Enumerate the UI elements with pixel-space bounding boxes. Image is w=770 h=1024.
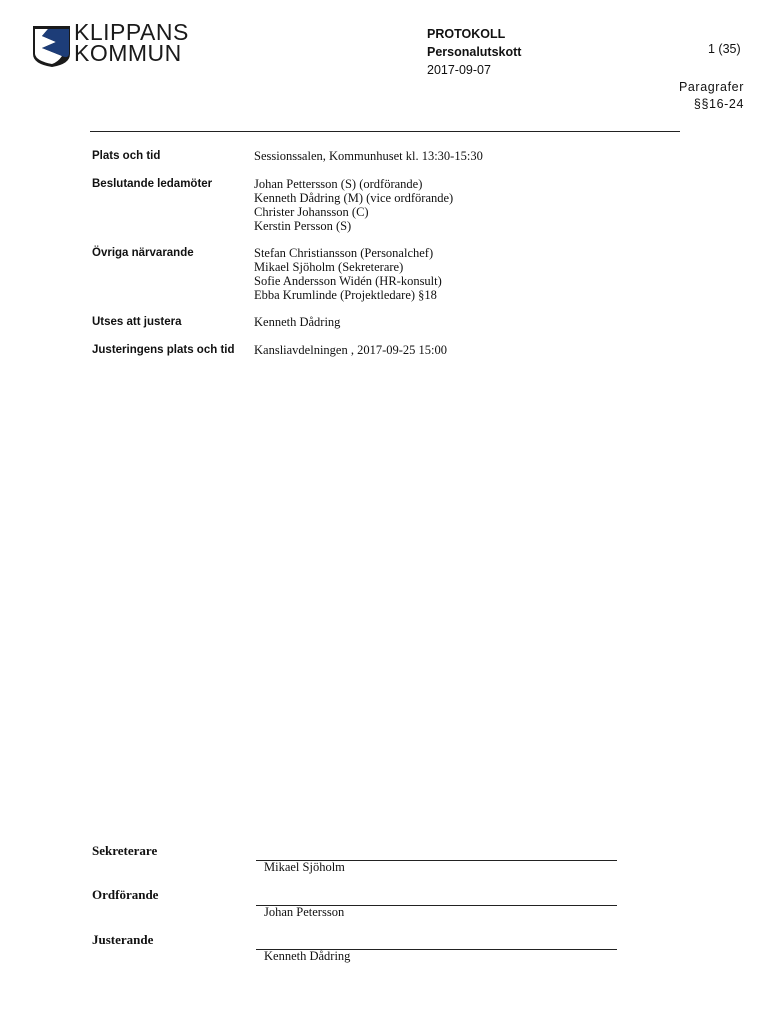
logo-line-1: KLIPPANS — [74, 19, 189, 45]
logo-text — [74, 19, 189, 66]
value-line: Stefan Christiansson (Personalchef) — [254, 246, 434, 260]
field-value — [254, 343, 447, 357]
meeting-date: 2017-09-07 — [427, 63, 491, 77]
field-value — [254, 177, 453, 233]
value-line: Kerstin Persson (S) — [254, 219, 352, 233]
signature-name: Mikael Sjöholm — [264, 860, 345, 874]
value-line: Mikael Sjöholm (Sekreterare) — [254, 260, 404, 274]
document-title: PROTOKOLL — [427, 27, 506, 41]
committee-name: Personalutskott — [427, 45, 522, 59]
logo-line-2: KOMMUN — [74, 40, 182, 66]
signature-role-ordforande: Ordförande — [92, 887, 159, 902]
value-line: Ebba Krumlinde (Projektledare) §18 — [254, 288, 437, 302]
signature-role-sekreterare: Sekreterare — [92, 843, 158, 858]
field-label: Plats och tid — [92, 150, 161, 162]
value-line: Sessionssalen, Kommunhuset kl. 13:30-15:30 — [254, 149, 483, 163]
signature-name: Johan Petersson — [264, 905, 345, 919]
paragraphs-range: §§16-24 — [693, 97, 744, 111]
value-line: Christer Johansson (C) — [254, 205, 369, 219]
field-value — [254, 315, 340, 329]
field-value — [254, 246, 442, 302]
field-label: Justeringens plats och tid — [92, 344, 235, 356]
field-label: Övriga närvarande — [92, 247, 194, 259]
header-divider — [90, 131, 680, 132]
value-line: Johan Pettersson (S) (ordförande) — [254, 177, 423, 191]
paragraphs-label: Paragrafer — [678, 80, 744, 94]
value-line: Sofie Andersson Widén (HR-konsult) — [254, 274, 442, 288]
value-line: Kenneth Dådring (M) (vice ordförande) — [254, 191, 454, 205]
value-line: Kenneth Dådring — [254, 315, 341, 329]
field-label: Beslutande ledamöter — [92, 178, 213, 190]
field-label: Utses att justera — [92, 316, 182, 328]
value-line: Kansliavdelningen , 2017-09-25 15:00 — [254, 343, 448, 357]
signature-role-justerande: Justerande — [92, 932, 154, 947]
signature-name: Kenneth Dådring — [264, 949, 351, 963]
page-number: 1 (35) — [708, 42, 741, 56]
field-value — [254, 149, 483, 163]
